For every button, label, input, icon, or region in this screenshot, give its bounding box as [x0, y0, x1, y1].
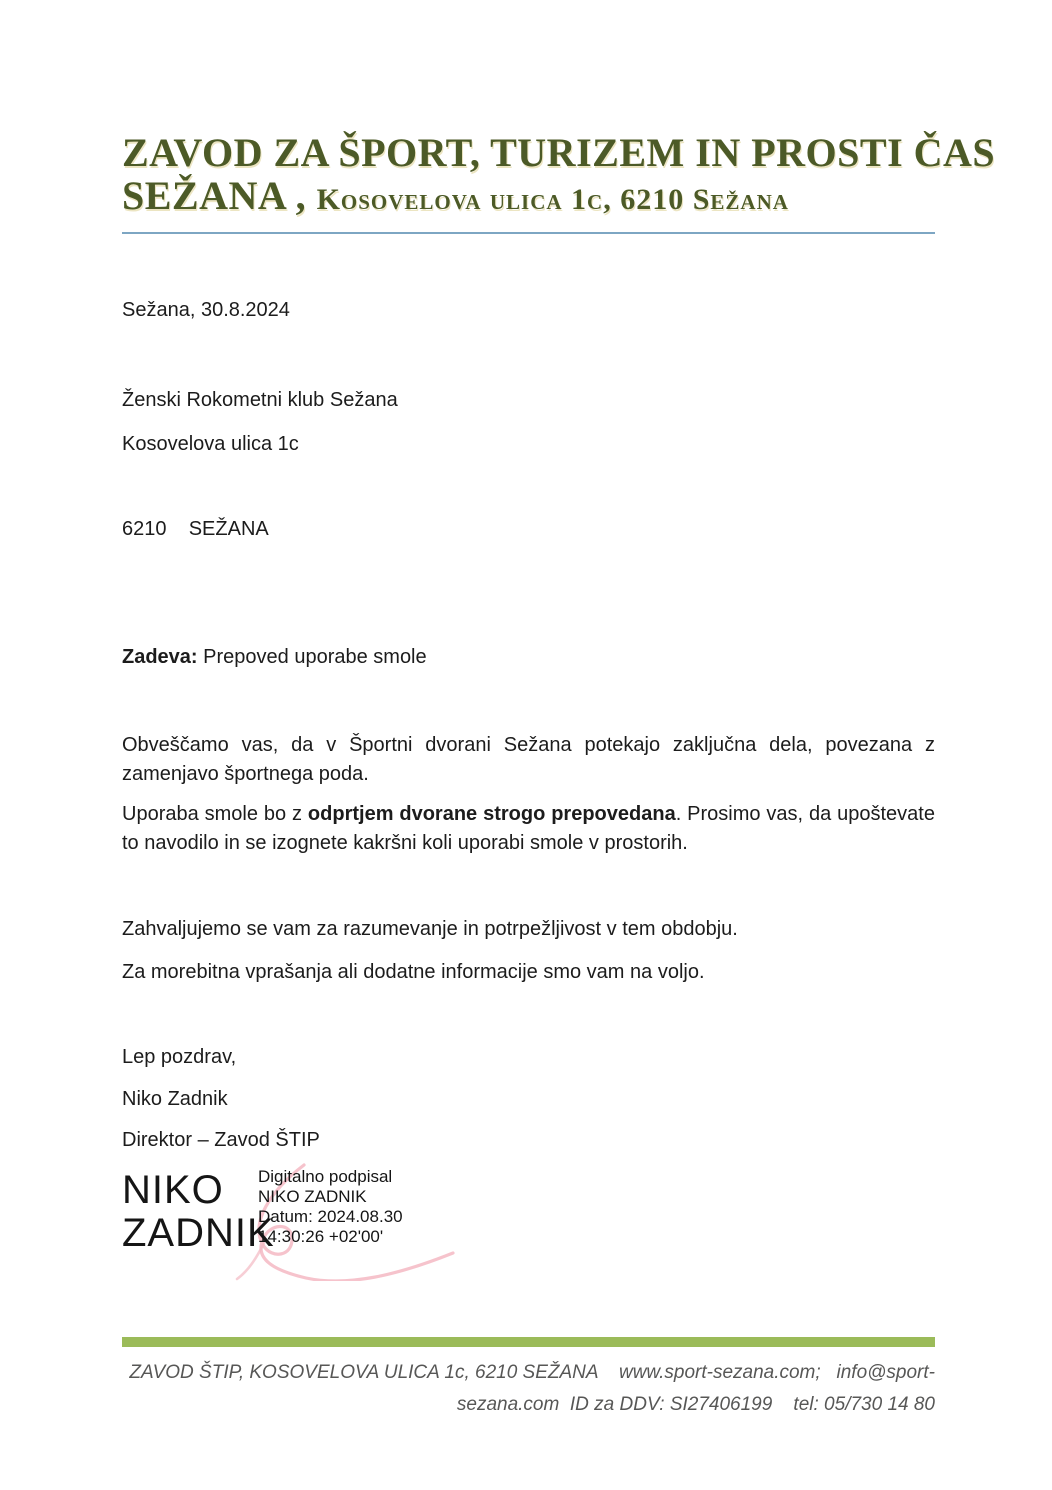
org-title-line2 — [122, 174, 935, 221]
digital-signature-block — [122, 1165, 935, 1280]
footer-text — [122, 1357, 935, 1421]
signature-details — [258, 1167, 403, 1247]
signature-detail-line: Datum: 2024.08.30 — [258, 1207, 403, 1226]
org-title-line2-address: Kosovelova ulica 1c, 6210 Sežana — [316, 183, 789, 216]
signer-name: Niko Zadnik — [122, 1088, 228, 1110]
footer — [122, 1337, 935, 1421]
subject-text: Prepoved uporabe smole — [197, 646, 427, 668]
signature-detail-line: NIKO ZADNIK — [258, 1187, 367, 1206]
body-paragraph-3: Zahvaljujemo se vam za razumevanje in potrpežljivost v tem obdobju. — [122, 918, 738, 940]
body-paragraph-4: Za morebitna vprašanja ali dodatne informacije smo vam na voljo. — [122, 961, 705, 983]
recipient-city: 6210 SEŽANA — [122, 518, 269, 540]
closing-line: Lep pozdrav, — [122, 1046, 237, 1068]
subject-label: Zadeva: — [122, 646, 198, 668]
footer-line2: sezana.com ID za DDV: SI27406199 tel: 05/730 14 80 — [456, 1394, 935, 1415]
date-line: Sežana, 30.8.2024 — [122, 299, 290, 321]
recipient-street: Kosovelova ulica 1c — [122, 433, 299, 455]
signature-big-line1: NIKO — [122, 1168, 224, 1212]
signature-detail-line: Digitalno podpisal — [258, 1167, 393, 1186]
para2-post: . Prosimo vas, da upoštevate to navodilo in se izognete kakršni koli uporabi smole v prostorih. — [122, 803, 935, 854]
para2-pre: Uporaba smole bo z — [122, 803, 308, 825]
body-paragraph-1: Obveščamo vas, da v Športni dvorani Sežana potekajo zaključna dela, povezana z zamenjavo športnega poda. — [122, 734, 935, 785]
signature-detail-line: 14:30:26 +02'00' — [258, 1227, 384, 1246]
letterhead — [122, 130, 996, 234]
org-title-line2-separator: , — [285, 173, 317, 218]
letter-content — [122, 0, 996, 1280]
body-paragraph-2 — [122, 800, 935, 858]
footer-line1: ZAVOD ŠTIP, KOSOVELOVA ULICA 1c, 6210 SEŽANA www.sport-sezana.com; info@sport- — [129, 1362, 935, 1383]
signer-title: Direktor – Zavod ŠTIP — [122, 1129, 320, 1151]
signature-big-name — [122, 1169, 275, 1255]
recipient-name: Ženski Rokometni klub Sežana — [122, 389, 398, 411]
para2-bold: odprtjem dvorane strogo prepovedana — [307, 803, 676, 825]
org-title-line2-main: SEŽANA — [122, 173, 286, 218]
org-title-line1: ZAVOD ZA ŠPORT, TURIZEM IN PROSTI ČAS — [122, 130, 996, 175]
footer-green-bar — [122, 1337, 935, 1347]
subject-line — [122, 643, 935, 672]
signature-big-line2: ZADNIK — [122, 1211, 275, 1255]
